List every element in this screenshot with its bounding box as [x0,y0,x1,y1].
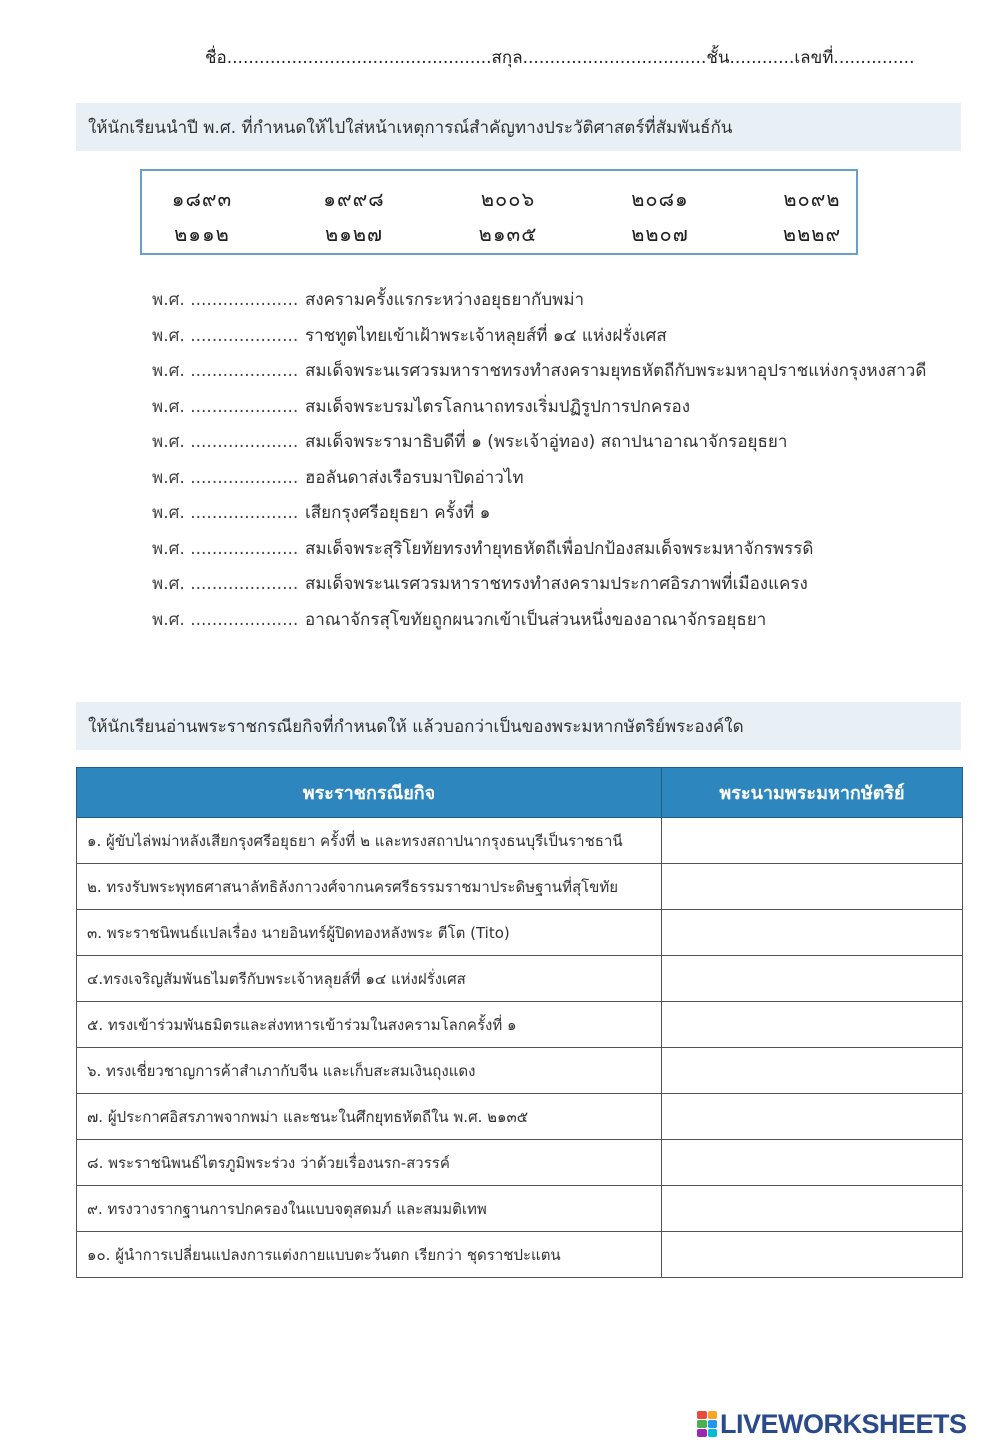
year-blank[interactable]: พ.ศ. .................... [152,503,299,524]
liveworksheets-logo-text: LIVEWORKSHEETS [720,1408,967,1439]
table-row [77,1232,963,1278]
table-row [77,864,963,910]
king-answer-cell[interactable] [662,1094,963,1140]
table-row [77,1094,963,1140]
year-blank[interactable]: พ.ศ. .................... [152,467,299,488]
table-row [77,1048,963,1094]
year-blank[interactable]: พ.ศ. .................... [152,325,299,346]
logo-block [708,1420,718,1428]
event-text: สมเด็จพระนเรศวรมหาราชทรงทำสงครามยุทธหัตถีกับพระมหาอุปราชแห่งกรุงหงสาวดี [305,361,927,382]
king-answer-cell[interactable] [662,1048,963,1094]
event-text: อาณาจักรสุโขทัยถูกผนวกเข้าเป็นส่วนหนึ่งของอาณาจักรอยุธยา [305,609,767,630]
table-row [77,818,963,864]
duty-cell: ๙. ทรงวางรากฐานการปกครองในแบบจตุสดมภ์ และสมมติเทพ [77,1186,662,1232]
table-header-row [77,768,963,818]
duty-cell: ๗. ผู้ประกาศอิสรภาพจากพม่า และชนะในศึกยุทธหัตถีใน พ.ศ. ๒๑๓๕ [77,1094,662,1140]
event-item [152,566,952,602]
year-blank[interactable]: พ.ศ. .................... [152,396,299,417]
event-text: สมเด็จพระสุริโยทัยทรงทำยุทธหัตถีเพื่อปกป้องสมเด็จพระมหาจักรพรรดิ [305,538,814,559]
king-answer-cell[interactable] [662,1186,963,1232]
logo-block [697,1429,707,1437]
event-item [152,495,952,531]
year-choice: ๑๘๙๓ [171,187,233,211]
year-blank[interactable]: พ.ศ. .................... [152,290,299,311]
event-text: ราชทูตไทยเข้าเฝ้าพระเจ้าหลุยส์ที่ ๑๔ แห่งฝรั่งเศส [305,325,667,346]
table-row [77,1140,963,1186]
king-answer-cell[interactable] [662,1140,963,1186]
king-answer-cell[interactable] [662,1232,963,1278]
king-answer-cell[interactable] [662,1002,963,1048]
liveworksheets-logo [697,1407,967,1441]
year-choice: ๒๑๑๒ [174,222,230,246]
logo-block [708,1429,718,1437]
duties-table [76,767,963,1278]
event-text: สมเด็จพระบรมไตรโลกนาถทรงเริ่มปฏิรูปการปกครอง [305,396,690,417]
section1-instruction: ให้นักเรียนนำปี พ.ศ. ที่กำหนดให้ไปใส่หน้าเหตุการณ์สำคัญทางประวัติศาสตร์ที่สัมพันธ์กัน [76,103,961,151]
year-choice: ๒๐๙๒ [783,187,841,211]
event-list [152,282,952,637]
event-item [152,424,952,460]
duty-cell: ๘. พระราชนิพนธ์ไตรภูมิพระร่วง ว่าด้วยเรื่องนรก-สวรรค์ [77,1140,662,1186]
table-row [77,1186,963,1232]
duty-cell: ๔.ทรงเจริญสัมพันธไมตรีกับพระเจ้าหลุยส์ที่ ๑๔ แห่งฝรั่งเศส [77,956,662,1002]
table-row [77,1002,963,1048]
king-answer-cell[interactable] [662,956,963,1002]
event-item [152,531,952,567]
event-item [152,389,952,425]
king-answer-cell[interactable] [662,910,963,956]
duty-cell: ๖. ทรงเชี่ยวชาญการค้าสำเภากับจีน และเก็บสะสมเงินถุงแดง [77,1048,662,1094]
event-text: เสียกรุงศรีอยุธยา ครั้งที่ ๑ [305,503,491,524]
year-blank[interactable]: พ.ศ. .................... [152,432,299,453]
year-blank[interactable]: พ.ศ. .................... [152,609,299,630]
liveworksheets-logo-icon [697,1411,717,1437]
event-item [152,460,952,496]
king-answer-cell[interactable] [662,818,963,864]
duty-cell: ๕. ทรงเข้าร่วมพันธมิตรและส่งทหารเข้าร่วมในสงครามโลกครั้งที่ ๑ [77,1002,662,1048]
year-choices-box [140,169,858,255]
logo-block [708,1411,718,1419]
year-choice: ๒๒๐๗ [631,222,689,246]
year-blank[interactable]: พ.ศ. .................... [152,361,299,382]
year-choice: ๑๙๙๘ [323,187,385,211]
student-info-line: ชื่อ.................................................สกุล..................................ชั้น............เลขที่............... [205,48,915,68]
duty-cell: ๓. พระราชนิพนธ์แปลเรื่อง นายอินทร์ผู้ปิดทองหลังพระ ตีโต (Tito) [77,910,662,956]
logo-block [697,1411,707,1419]
event-item [152,318,952,354]
year-choice: ๒๑๒๗ [324,222,384,246]
table-row [77,910,963,956]
column-header-duty: พระราชกรณียกิจ [77,768,662,818]
event-text: สมเด็จพระรามาธิบดีที่ ๑ (พระเจ้าอู่ทอง) สถาปนาอาณาจักรอยุธยา [305,432,788,453]
duty-cell: ๑๐. ผู้นำการเปลี่ยนแปลงการแต่งกายแบบตะวันตก เรียกว่า ชุดราชปะแตน [77,1232,662,1278]
event-text: ฮอลันดาส่งเรือรบมาปิดอ่าวไท [305,467,524,488]
section2-instruction: ให้นักเรียนอ่านพระราชกรณียกิจที่กำหนดให้ แล้วบอกว่าเป็นของพระมหากษัตริย์พระองค์ใด [76,702,961,750]
year-choice: ๒๐๘๑ [631,187,689,211]
event-item [152,282,952,318]
year-blank[interactable]: พ.ศ. .................... [152,538,299,559]
column-header-king: พระนามพระมหากษัตริย์ [662,768,963,818]
year-choice: ๒๐๐๖ [480,187,536,211]
table-row [77,956,963,1002]
event-text: สมเด็จพระนเรศวรมหาราชทรงทำสงครามประกาศอิรภาพที่เมืองแครง [305,574,808,595]
year-choice: ๒๑๓๕ [478,222,538,246]
event-item [152,602,952,638]
event-text: สงครามครั้งแรกระหว่างอยุธยากับพม่า [305,290,585,311]
duty-cell: ๒. ทรงรับพระพุทธศาสนาลัทธิลังกาวงศ์จากนครศรีธรรมราชมาประดิษฐานที่สุโขทัย [77,864,662,910]
event-item [152,353,952,389]
year-blank[interactable]: พ.ศ. .................... [152,574,299,595]
duty-cell: ๑. ผู้ขับไล่พม่าหลังเสียกรุงศรีอยุธยา ครั้งที่ ๒ และทรงสถาปนากรุงธนบุรีเป็นราชธานี [77,818,662,864]
year-choice: ๒๒๒๙ [782,222,842,246]
king-answer-cell[interactable] [662,864,963,910]
logo-block [697,1420,707,1428]
